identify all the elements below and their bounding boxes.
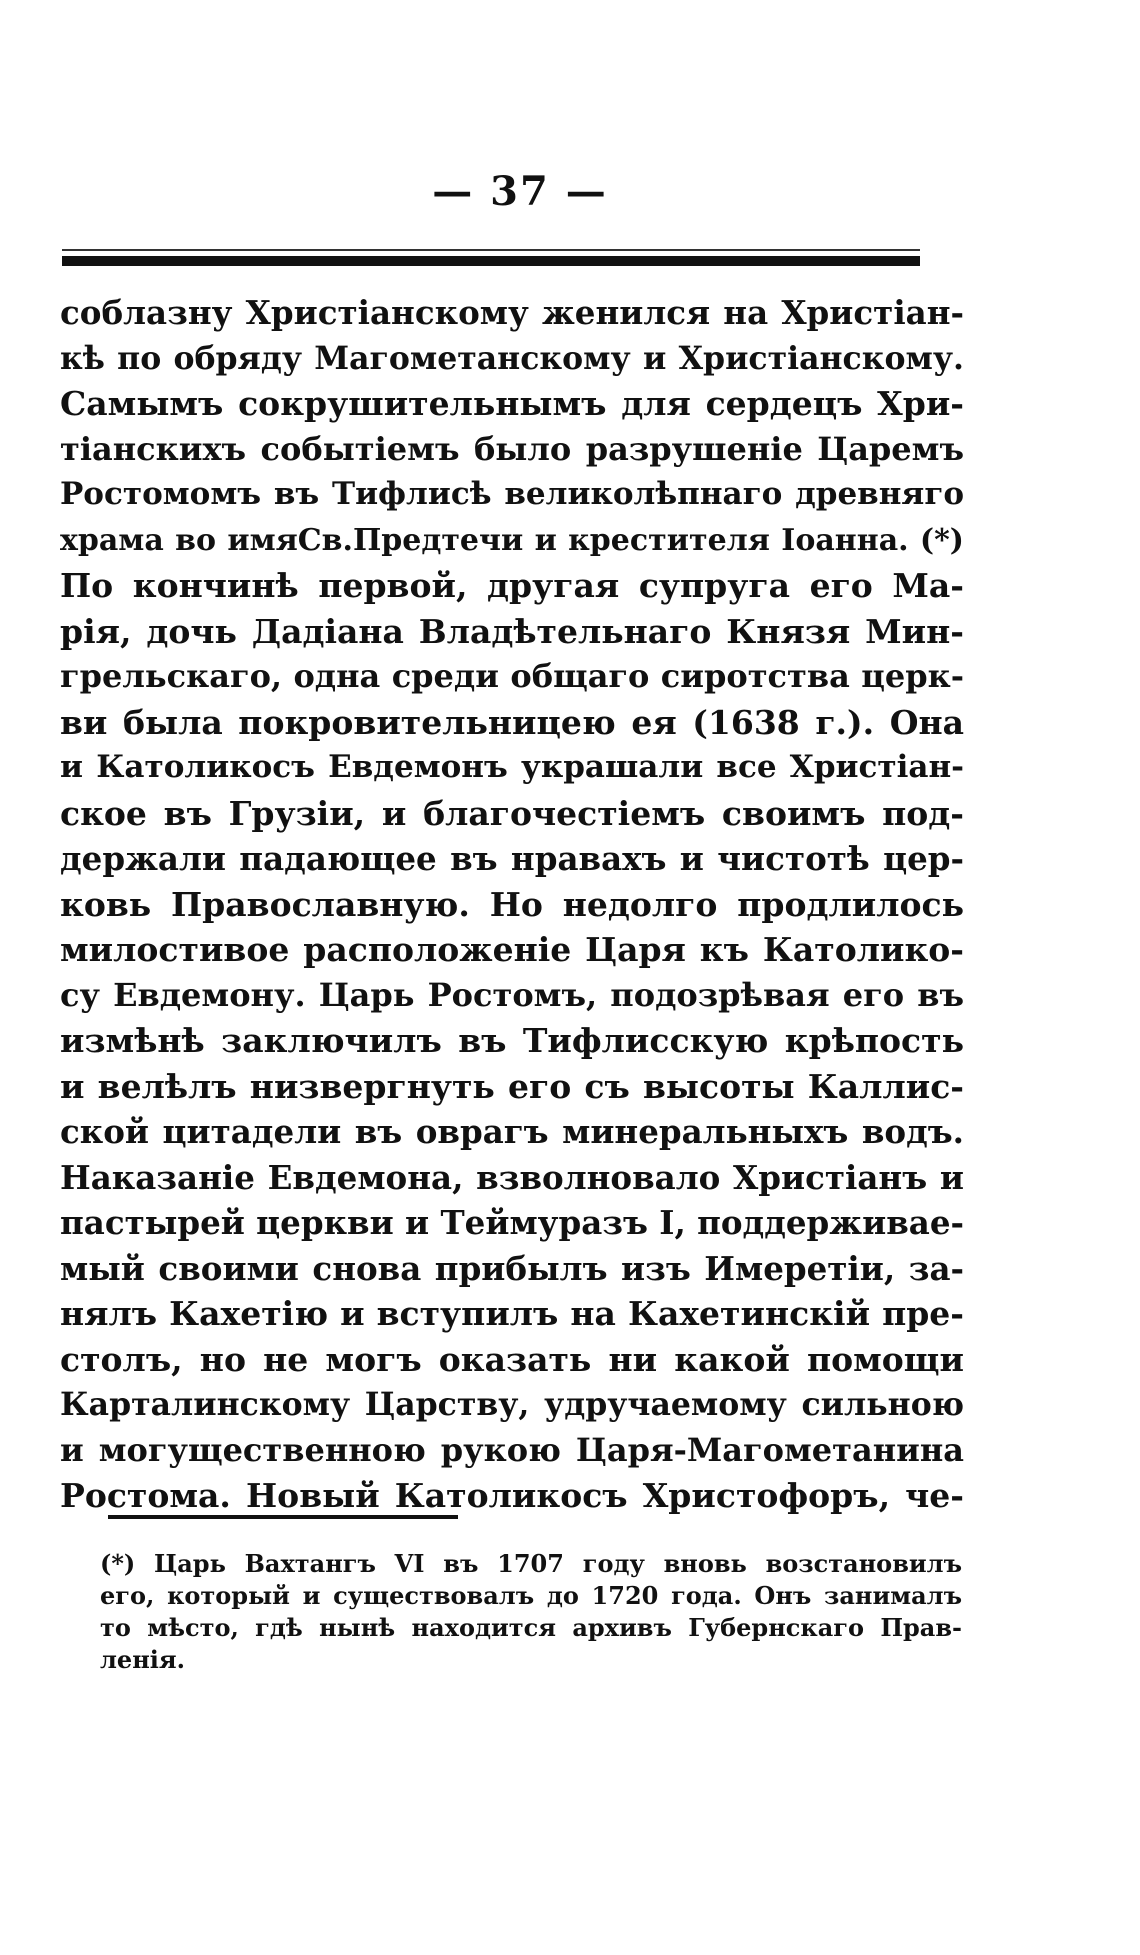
footnote-line: ленія. xyxy=(100,1645,185,1674)
body-line: ковь Православную. Но недолго продлилось xyxy=(60,884,964,924)
body-line: Ростома. Новый Католикосъ Христофоръ, че- xyxy=(60,1476,964,1515)
body-line: Ростомомъ въ Тифлисѣ великолѣпнаго древняго xyxy=(60,476,964,512)
page-number: — 37 — xyxy=(432,168,608,215)
body-line: соблазну Христіанскому женился на Христіан- xyxy=(60,293,964,332)
body-line: ское въ Грузіи, и благочестіемъ своимъ под- xyxy=(60,793,964,833)
body-line: столъ, но не могъ оказать ни какой помощи xyxy=(60,1339,964,1379)
footnote xyxy=(100,1548,962,1676)
body-line: мый своими снова прибылъ изъ Имеретіи, за- xyxy=(60,1248,964,1288)
body-line: нялъ Кахетію и вступилъ на Кахетинскій пре- xyxy=(60,1294,964,1333)
header-rule-thin xyxy=(62,249,920,251)
body-text xyxy=(60,290,964,1519)
body-line: Наказаніе Евдемона, взволновало Христіанъ и xyxy=(60,1157,964,1197)
body-line: храма во имяСв.Предтечи и крестителя Іоанна. (*) xyxy=(60,522,964,558)
body-line: измѣнѣ заключилъ въ Тифлисскую крѣпость xyxy=(60,1021,964,1060)
body-line: По кончинѣ первой, другая супруга его Ма- xyxy=(60,566,964,605)
body-line: ской цитадели въ оврагъ минеральныхъ водъ. xyxy=(60,1112,964,1151)
body-line: грельскаго, одна среди общаго сиротства церк- xyxy=(60,657,964,695)
header-rule xyxy=(62,256,920,266)
body-line: милостивое расположеніе Царя къ Католико- xyxy=(60,930,964,969)
footnote-line: (*) Царь Вахтангъ VI въ 1707 году вновь возстановилъ xyxy=(100,1549,962,1578)
footnote-line: то мѣсто, гдѣ нынѣ находится архивъ Губернскаго Прав- xyxy=(100,1613,962,1642)
body-line: рія, дочь Дадіана Владѣтельнаго Князя Мин- xyxy=(60,611,964,651)
body-line: и могущественною рукою Царя-Магометанина xyxy=(60,1430,964,1469)
body-line: кѣ по обряду Магометанскому и Христіанскому. xyxy=(60,339,964,377)
body-line: ви была покровительницею ея (1638 г.). Она xyxy=(60,702,964,742)
body-line: Самымъ сокрушительнымъ для сердецъ Хри- xyxy=(60,384,964,423)
footnote-rule xyxy=(108,1515,458,1519)
body-line: су Евдемону. Царь Ростомъ, подозрѣвая его въ xyxy=(60,975,964,1014)
body-line: пастырей церкви и Теймуразъ I, поддерживае- xyxy=(60,1203,965,1242)
body-line: Карталинскому Царству, удручаемому сильною xyxy=(60,1386,964,1423)
footnote-line: его, который и существовалъ до 1720 года. Онъ занималъ xyxy=(100,1581,962,1610)
body-line: и велѣлъ низвергнуть его съ высоты Каллис- xyxy=(60,1066,964,1106)
body-line: держали падающее въ нравахъ и чистотѣ цер- xyxy=(60,839,964,878)
body-line: тіанскихъ событіемъ было разрушеніе Царемъ xyxy=(60,429,964,468)
body-line: и Католикосъ Евдемонъ украшали все Христіан- xyxy=(60,749,964,785)
